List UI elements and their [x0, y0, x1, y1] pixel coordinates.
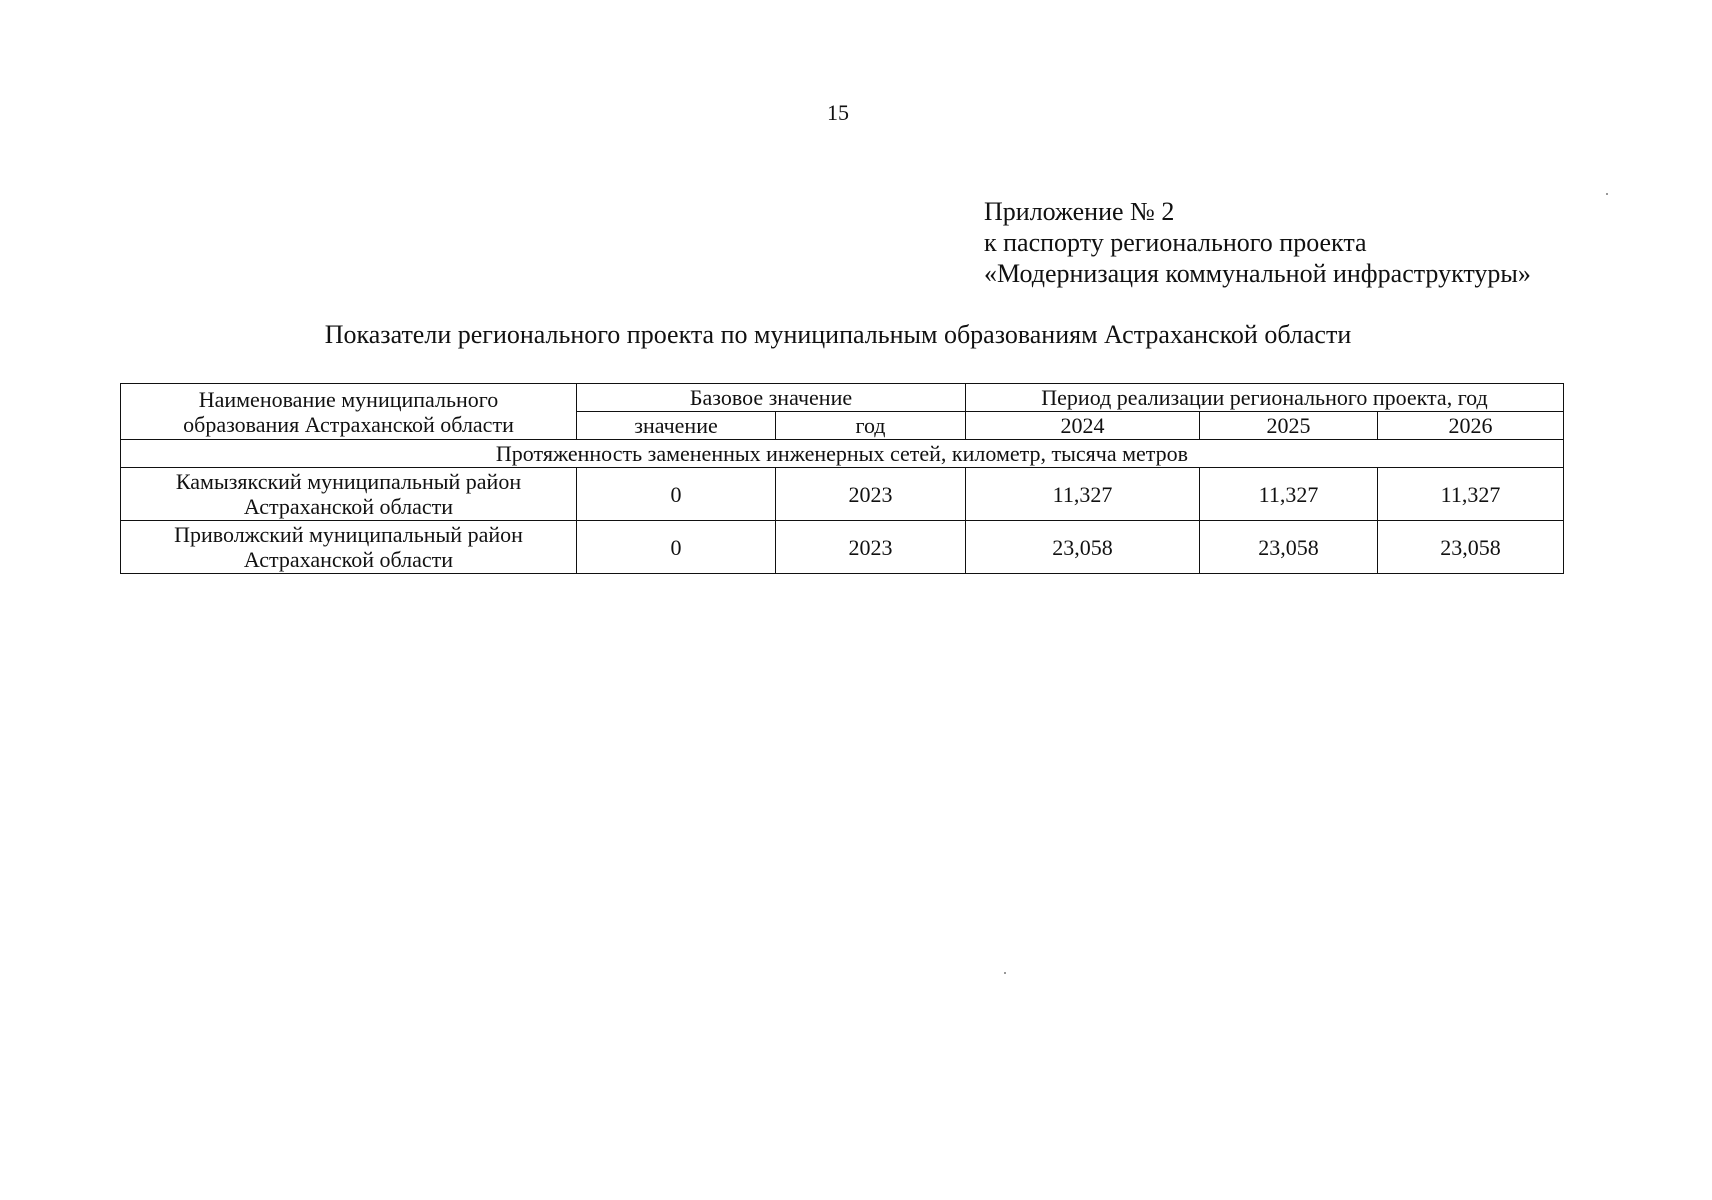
row-value-2025: 23,058 [1200, 521, 1378, 574]
appendix-line-3: «Модернизация коммунальной инфраструктуры» [984, 259, 1531, 288]
row-base-value: 0 [577, 468, 776, 521]
section-row [121, 440, 1564, 468]
row-base-value: 0 [577, 521, 776, 574]
row-base-year: 2023 [776, 521, 966, 574]
page-number: 15 [827, 100, 849, 125]
row-base-year: 2023 [776, 468, 966, 521]
header-year-2026: 2026 [1378, 412, 1564, 440]
indicators-table [120, 383, 1564, 574]
row-value-2026: 23,058 [1378, 521, 1564, 574]
header-municipality-line-2: образования Астраханской области [183, 411, 514, 437]
header-year-2024: 2024 [966, 412, 1200, 440]
appendix-block [984, 196, 1531, 289]
appendix-line-1: Приложение № 2 [984, 197, 1175, 226]
header-base-value: значение [577, 412, 776, 440]
row-value-2024: 11,327 [966, 468, 1200, 521]
header-base-group: Базовое значение [577, 384, 966, 412]
row-municipality-name [121, 468, 577, 521]
row-name-line-2: Астраханской области [243, 494, 454, 519]
row-name-line-1: Камызякский муниципальный район [175, 469, 522, 494]
document-title: Показатели регионального проекта по муниципальным образованиям Астраханской области [324, 320, 1352, 349]
table-row [121, 521, 1564, 574]
scan-speck [1606, 193, 1608, 195]
row-value-2024: 23,058 [966, 521, 1200, 574]
header-municipality-line-1: Наименование муниципального [198, 386, 499, 412]
row-value-2026: 11,327 [1378, 468, 1564, 521]
scan-speck [1004, 972, 1006, 974]
row-value-2025: 11,327 [1200, 468, 1378, 521]
appendix-line-2: к паспорту регионального проекта [984, 228, 1367, 257]
row-name-line-1: Приволжский муниципальный район [174, 522, 523, 547]
header-base-year: год [776, 412, 966, 440]
header-period-group: Период реализации регионального проекта, год [966, 384, 1564, 412]
row-name-line-2: Астраханской области [243, 547, 454, 572]
section-label: Протяженность замененных инженерных сетей, километр, тысяча метров [121, 440, 1564, 468]
row-municipality-name [121, 521, 577, 574]
header-row-1 [121, 384, 1564, 412]
table-row [121, 468, 1564, 521]
header-municipality-name [121, 384, 577, 440]
header-year-2025: 2025 [1200, 412, 1378, 440]
